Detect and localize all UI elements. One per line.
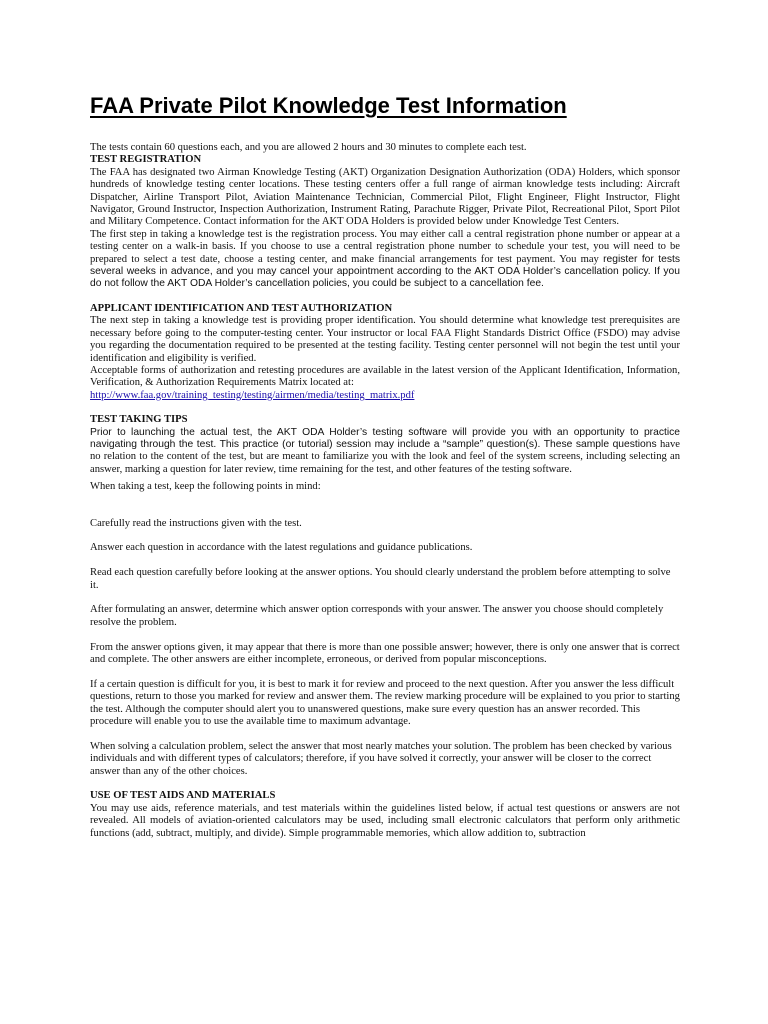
testing-matrix-link[interactable]: http://www.faa.gov/training_testing/testing/airmen/media/testing_matrix.pdf: [90, 389, 415, 401]
section-heading: TEST TAKING TIPS: [90, 414, 188, 426]
paragraph-text: have no relation to the content of the test, but are meant to familiarize you with the look and feel of the system screens, including selecting an answer, marking a question for later review, time remaining for the test, and other features of the testing software.: [90, 438, 680, 475]
paragraph: The next step in taking a knowledge test is providing proper identification. You should determine what knowledge test prerequisites are necessary before going to the computer-testing center. Your instructor or local FAA Flight Standards District Office (FSDO) may advise you regarding the documentation required to be presented at the testing facility. Testing center personnel will not begin the test until your identification and eligibility is verified.: [90, 315, 680, 364]
tip-point: Read each question carefully before looking at the answer options. You should clearly understand the problem before attempting to solve it.: [90, 567, 671, 591]
paragraph: [90, 427, 680, 477]
tip-point: Carefully read the instructions given with the test.: [90, 517, 302, 529]
paragraph: You may use aids, reference materials, and test materials within the guidelines listed below, if actual test questions or answers are not revealed. All models of aviation-oriented calculators may be used, including small electronic calculators that perform only arithmetic functions (add, subtract, multiply, and divide). Simple programmable memories, which allow addition to, subtraction: [90, 802, 680, 839]
paragraph: The FAA has designated two Airman Knowledge Testing (AKT) Organization Designation Authorization (ODA) Holders, which sponsor hundreds of knowledge testing center locations. These testing centers offer a full range of airman knowledge tests including: Aircraft Dispatcher, Airline Transport Pilot, Aviation Maintenance Technician, Commercial Pilot, Flight Engineer, Flight Instructor, Flight Navigator, Ground Instructor, Inspection Authorization, Instrument Rating, Parachute Rigger, Private Pilot, Recreational Pilot, Sport Pilot and Military Competence. Contact information for the AKT ODA Holders is provided below under Knowledge Test Centers.: [90, 166, 680, 228]
paragraph-text-alt-font: register for tests several weeks in advance, and you may cancel your appointment according to the AKT ODA Holder’s cancellation policy. If you do not follow the AKT ODA Holder’s cancellation policies, you could be subject to a cancellation fee.: [90, 253, 680, 290]
document-title: FAA Private Pilot Knowledge Test Information: [90, 93, 567, 118]
section-test-aids: [90, 790, 680, 840]
paragraph: [90, 229, 680, 291]
paragraph-text: The first step in taking a knowledge test is the registration process. You may either call a central registration phone number or appear at a testing center on a walk-in basis. If you choose to use a central registration phone number to schedule your test, you will need to be prepared to select a test date, choose a testing center, and make financial arrangements for test payment. You may: [90, 228, 680, 265]
section-heading: APPLICANT IDENTIFICATION AND TEST AUTHORIZATION: [90, 302, 393, 314]
section-heading: TEST REGISTRATION: [90, 154, 202, 166]
tip-point: From the answer options given, it may appear that there is more than one possible answer; however, there is only one answer that is correct and complete. The other answers are either incomplete, erroneous, or derived from popular misconceptions.: [90, 641, 680, 665]
paragraph: Acceptable forms of authorization and retesting procedures are available in the latest version of the Applicant Identification, Information, Verification, & Authorization Requirements Matrix located at:: [90, 364, 680, 389]
section-applicant-identification: [90, 303, 680, 402]
section-test-registration: [90, 154, 680, 290]
tip-point: Answer each question in accordance with the latest regulations and guidance publications.: [90, 542, 473, 554]
tip-point: If a certain question is difficult for you, it is best to mark it for review and proceed to the next question. After you answer the less difficult questions, return to those you marked for review and answer them. The review marking procedure will be explained to you prior to starting the test. Although the computer should alert you to unanswered questions, make sure every question has an answer recorded. This procedure will enable you to use the available time to maximum advantage.: [90, 678, 680, 727]
points-lead: When taking a test, keep the following points in mind:: [90, 481, 321, 493]
tip-point: After formulating an answer, determine which answer option corresponds with your answer. The answer you choose should completely resolve the problem.: [90, 604, 664, 628]
paragraph-text-alt-font: Prior to launching the actual test, the AKT ODA Holder’s testing software will provide you with an opportunity to practice navigating through the test. This practice (or tutorial) session may include a “sample” question(s). These sample questions: [90, 426, 680, 450]
section-heading: USE OF TEST AIDS AND MATERIALS: [90, 790, 276, 802]
intro-paragraph: The tests contain 60 questions each, and you are allowed 2 hours and 30 minutes to complete each test.: [90, 142, 527, 153]
tip-point: When solving a calculation problem, select the answer that most nearly matches your solution. The problem has been checked by various individuals and with different types of calculators; therefore, if you have solved it correctly, your answer will be closer to the correct answer than any of the other choices.: [90, 740, 672, 777]
section-test-taking-tips: [90, 414, 680, 778]
